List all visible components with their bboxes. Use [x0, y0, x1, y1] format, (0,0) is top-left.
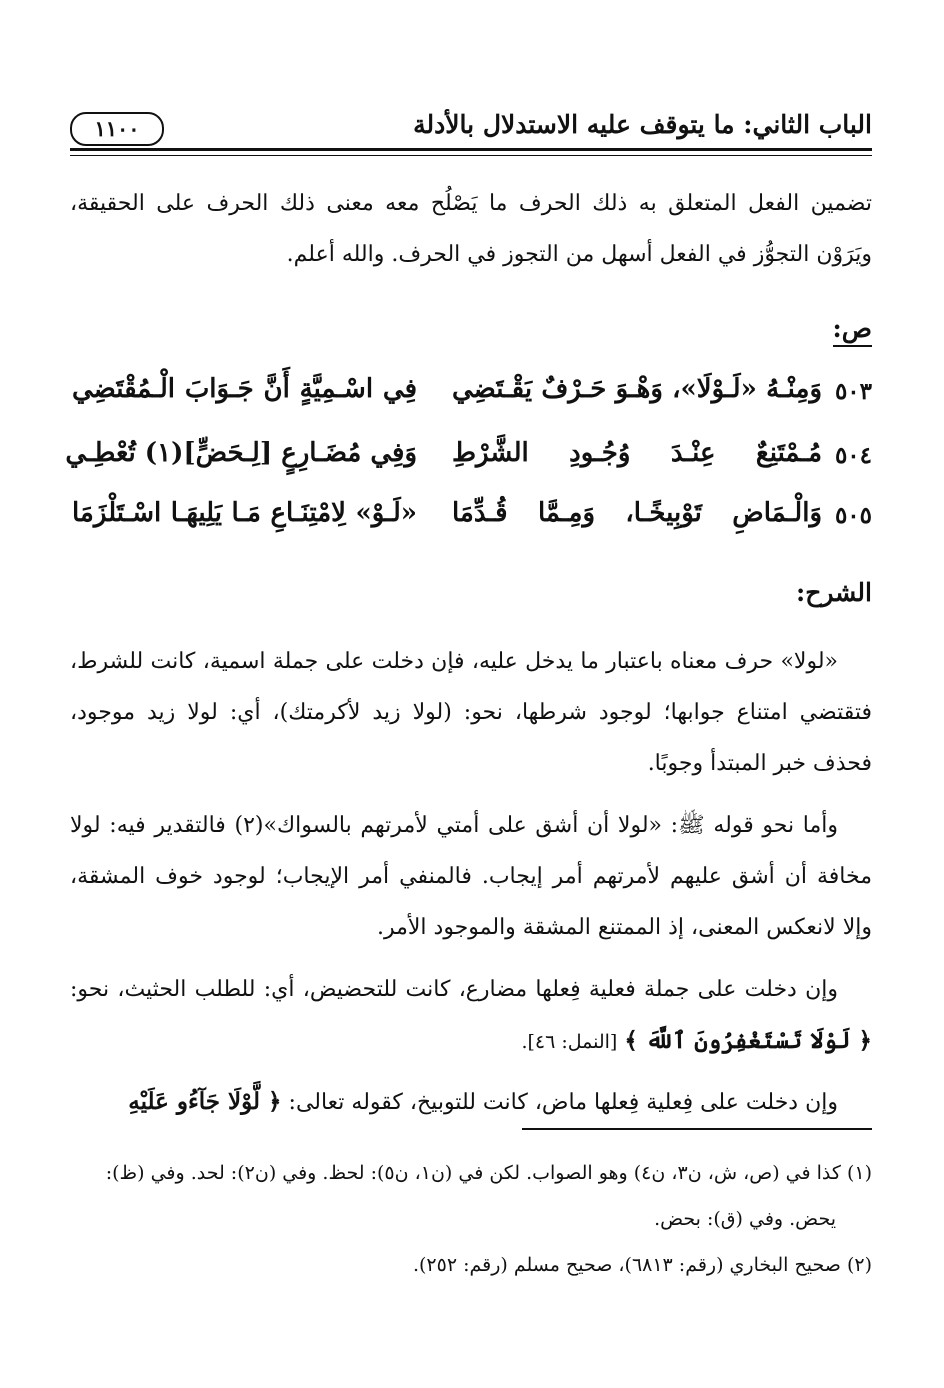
quran-quote: ﴿ لَوْلَا تَسْتَغْفِرُونَ ٱللَّهَ ﴾: [624, 1027, 872, 1054]
verse-second-hemistich: «لَـوْ» لِامْتِنَـاعِ مَـا يَلِيهَـا اسْـتَلْزَمَا: [72, 498, 417, 528]
verse-first-hemistich: مُـمْتَنِعٌ عِنْـدَ وُجُـودِ الشَّرْطِ: [452, 438, 822, 468]
commentary-label: الشرح:: [795, 578, 872, 607]
commentary-paragraph: وأما نحو قوله ﷺ: «لولا أن أشق على أمتي لأمرتهم بالسواك»(٢) فالتقدير فيه: لولا مخافة أن أشق عليهم لأمرتهم أمر إيجاب. فالمنفي أمر الإيجاب؛ لوجود خوف المشقة، وإلا لانعكس المعنى، إذ الممتنع المشقة والموجود الأمر.: [70, 813, 872, 940]
verse-number: ٥٠٣: [834, 378, 872, 405]
verse-second-hemistich: وَفِي مُضَـارِعٍ [لِـحَضٍّ](١) تُعْطِـي: [65, 438, 417, 468]
verse-second-hemistich: فِي اسْـمِيَّةٍ أَنَّ جَـوَابَ الْـمُقْتَضِي: [72, 374, 417, 404]
verse-line: [70, 494, 872, 550]
verse-section-label: ص:: [833, 314, 872, 347]
footnote-continuation: يحض. وفي (ق): بحض.: [654, 1208, 836, 1230]
header-rule-thin: [70, 155, 872, 156]
quran-quote: ﴿ لَّوْلَا جَآءُو عَلَيْهِ: [128, 1088, 282, 1115]
commentary-paragraph: [70, 964, 872, 1068]
verse-line: [65, 434, 872, 490]
footnote: (٢) صحيح البخاري (رقم: ٦٨١٣)، صحيح مسلم (رقم: ٢٥٢).: [412, 1254, 872, 1276]
footnote-rule: [522, 1128, 872, 1130]
paragraph-text: وإن دخلت على جملة فعلية فِعلها مضارع، كانت للتحضيض، أي: للطلب الحثيث، نحو:: [70, 977, 838, 1002]
verse-line: [70, 370, 872, 426]
commentary-paragraph: [70, 1076, 872, 1128]
intro-paragraph: تضمين الفعل المتعلق به ذلك الحرف ما يَصْلُح معه معنى ذلك الحرف على الحقيقة، ويَرَوْن التجوُّز في الفعل أسهل من التجوز في الحرف. والله أعلم.: [70, 191, 872, 267]
page-number-badge: ١١٠٠: [70, 112, 164, 146]
verse-number: ٥٠٥: [834, 502, 872, 529]
verse-first-hemistich: وَمِنْـهُ «لَـوْلَا»، وَهْـوَ حَـرْفٌ يَقْـتَضِي: [452, 374, 822, 404]
footnotes: [70, 1150, 872, 1288]
verse-number: ٥٠٤: [834, 442, 872, 469]
running-title: الباب الثاني: ما يتوقف عليه الاستدلال بالأدلة: [413, 110, 872, 139]
footnote: (١) كذا في (ص، ش، ن٣، ن٤) وهو الصواب. لكن في (ن١، ن٥): لحظ. وفي (ن٢): لحد. وفي (ظ):: [105, 1162, 872, 1184]
header-rule-thick: [70, 148, 872, 151]
commentary-paragraph: «لولا» حرف معناه باعتبار ما يدخل عليه، فإن دخلت على جملة اسمية، كانت للشرط، فتقتضي امتناع جوابها؛ لوجود شرطها، نحو: (لولا زيد لأكرمتك)، أي: لولا زيد موجود، فحذف خبر المبتدأ وجوبًا.: [70, 649, 872, 776]
verse-first-hemistich: وَالْـمَاضِ تَوْبِيخًـا، وَمِـمَّا قُـدِّمَا: [452, 498, 822, 528]
paragraph-text: وإن دخلت على فِعلية فِعلها ماض، كانت للتوبيخ، كقوله تعالى:: [288, 1090, 838, 1115]
quran-reference: [النمل: ٤٦].: [521, 1031, 618, 1053]
